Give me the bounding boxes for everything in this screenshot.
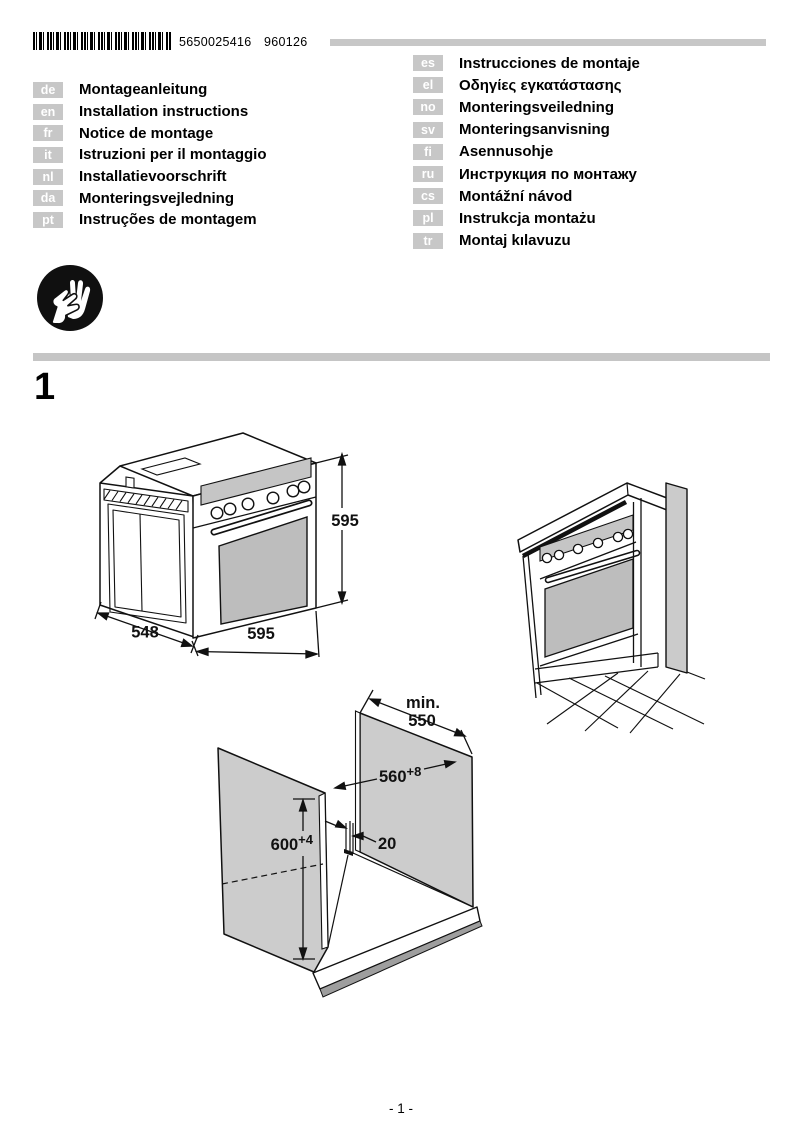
language-title: Instrucciones de montaje [459,54,640,72]
language-title: Monteringsvejledning [79,189,235,207]
language-row [33,144,267,166]
language-row [413,74,640,96]
language-title: Notice de montage [79,124,214,142]
language-list-right [413,52,640,252]
language-code-badge: de [33,82,63,98]
language-title: Montážní návod [459,187,573,205]
language-code-badge: fi [413,144,443,160]
oven-depth-label: 548 [131,623,159,642]
language-code-badge: nl [33,169,63,185]
language-title: Инструкция по монтажу [459,165,637,183]
oven-dimensions-drawing [80,420,365,665]
language-row [413,207,640,229]
language-code-badge: it [33,147,63,163]
niche-depth-min-label: min. [406,694,440,712]
language-code-badge: fr [33,125,63,141]
language-title: Istruzioni per il montaggio [79,146,267,164]
language-code-badge: no [413,99,443,115]
language-title: Monteringsanvisning [459,121,610,139]
language-title: Monteringsveiledning [459,98,615,116]
worktop [518,483,667,556]
language-title: Instruções de montagem [79,211,257,229]
wear-protective-gloves-icon [33,261,107,335]
language-title: Installation instructions [79,103,249,121]
language-code-badge: ru [413,166,443,182]
language-title: Installatievoorschrift [79,168,227,186]
side-wall [666,483,705,679]
language-row [33,209,267,231]
language-code-badge: da [33,190,63,206]
rear-partition [344,821,353,856]
oven-installed-drawing [490,450,780,740]
language-list-left [33,79,267,231]
language-title: Instrukcja montażu [459,209,596,227]
doc-code: 960126 [264,35,308,49]
language-title: Οδηγίες εγκατάστασης [459,76,622,94]
language-code-badge: pt [33,212,63,228]
oven-height-label: 595 [331,512,359,530]
language-title: Montageanleitung [79,81,208,99]
header-rule [330,39,766,46]
language-row [33,166,267,188]
barcode [33,32,172,50]
plinth-base [313,907,482,997]
language-row [413,185,640,207]
niche-depth-value-label: 550 [408,712,436,730]
language-title: Asennusohje [459,143,554,161]
niche-setback-label: 20 [378,835,397,853]
language-code-badge: tr [413,233,443,249]
language-title: Montaj kılavuzu [459,232,571,250]
language-row [413,230,640,252]
niche-height-label: $600^{+4}$ [270,832,313,854]
language-row [33,122,267,144]
language-row [413,96,640,118]
oven-width-label: 595 [247,625,275,643]
language-code-badge: es [413,55,443,71]
right-panel [356,711,474,907]
barcode-number: 5650025416 [179,35,252,49]
floor-tiles [537,671,704,733]
language-code-badge: pl [413,210,443,226]
language-row [413,52,640,74]
cabinet-niche-drawing [210,680,500,1010]
language-code-badge: en [33,104,63,120]
language-row [413,141,640,163]
page-number: - 1 - [388,1101,413,1116]
language-code-badge: el [413,77,443,93]
language-row [33,187,267,209]
left-panel [218,748,328,972]
niche-width-label: $560^{+8}$ [379,764,422,786]
language-code-badge: cs [413,188,443,204]
language-row [33,101,267,123]
language-row [33,79,267,101]
language-row [413,119,640,141]
language-row [413,163,640,185]
section-rule [33,353,770,361]
language-code-badge: sv [413,122,443,138]
section-number: 1 [34,366,56,408]
dim-height [316,454,359,608]
